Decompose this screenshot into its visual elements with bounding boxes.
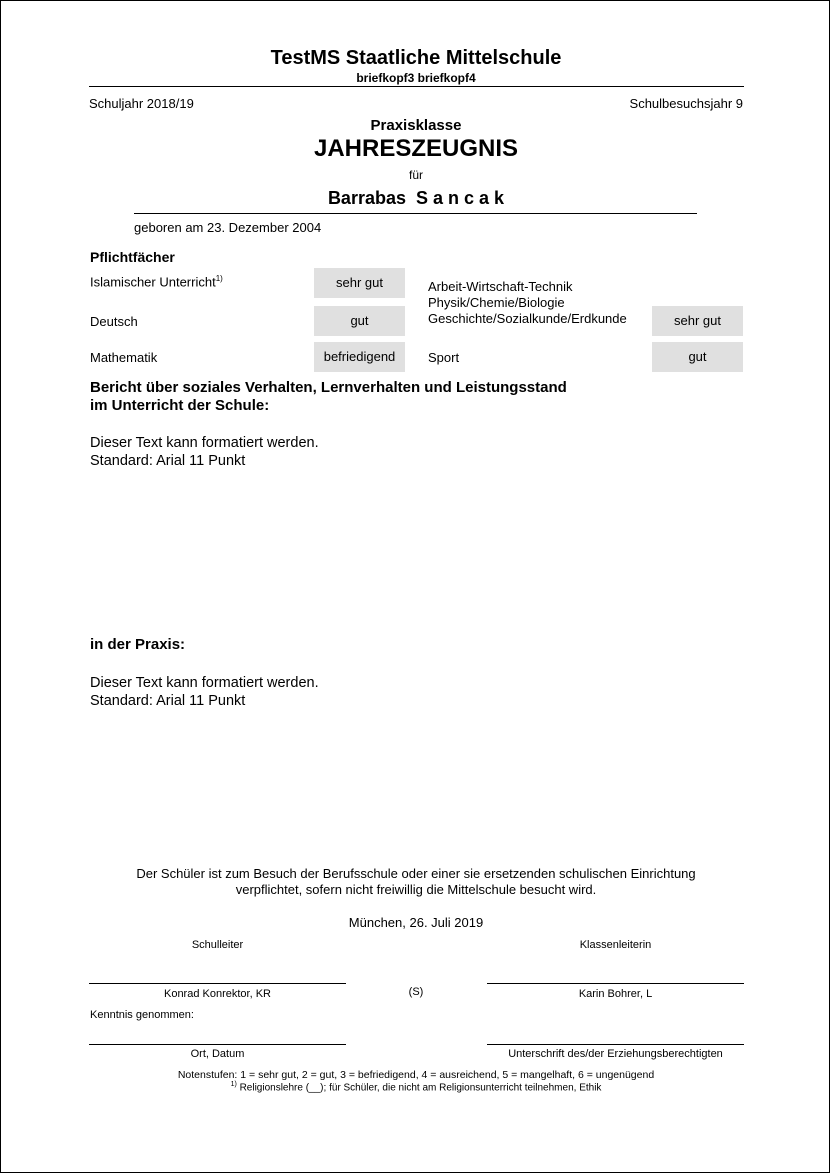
- subject-mathe: Mathematik: [90, 350, 158, 365]
- subject-awt: Arbeit-Wirtschaft-Technik: [428, 279, 573, 294]
- place-date: München, 26. Juli 2019: [348, 915, 484, 930]
- grade-sport: gut: [652, 342, 743, 372]
- grade-islam: sehr gut: [314, 268, 405, 298]
- praxis-text-line1: Dieser Text kann formatiert werden.: [90, 675, 319, 691]
- name-rule: [134, 213, 697, 214]
- grading-scale: Notenstufen: 1 = sehr gut, 2 = gut, 3 = befriedigend, 4 = ausreichend, 5 = mangelhaft, 6 = ungenügend: [177, 1069, 655, 1081]
- praxis-heading: in der Praxis:: [90, 636, 186, 653]
- attendance-year: Schulbesuchsjahr 9: [629, 96, 743, 111]
- footnote-text: Religionslehre (__); für Schüler, die nicht am Religionsunterricht teilnehmen, Ethik: [236, 1082, 602, 1094]
- student-name: Barrabas S a n c a k: [327, 188, 505, 208]
- grade-gse: sehr gut: [652, 306, 743, 336]
- report-text-line1: Dieser Text kann formatiert werden.: [90, 435, 319, 451]
- acknowledged-label: Kenntnis genommen:: [90, 1009, 194, 1021]
- subjects-heading: Pflichtfächer: [90, 249, 175, 265]
- footnote-marker: 1): [215, 274, 223, 283]
- subject-gse: Geschichte/Sozialkunde/Erdkunde: [428, 311, 627, 326]
- principal-signature-line: [89, 983, 346, 984]
- school-name: TestMS Staatliche Mittelschule: [270, 47, 562, 69]
- ort-datum-line: [89, 1044, 346, 1045]
- fuer-label: für: [408, 168, 423, 182]
- report-heading-line1: Bericht über soziales Verhalten, Lernverhalten und Leistungsstand: [90, 379, 567, 396]
- guardian-signature-label: Unterschrift des/der Erziehungsberechtigten: [508, 1048, 723, 1060]
- subject-deutsch: Deutsch: [90, 314, 138, 329]
- report-heading-line2: im Unterricht der Schule:: [90, 397, 270, 414]
- report-heading: [90, 379, 567, 415]
- grade-mathe: befriedigend: [314, 342, 405, 372]
- guardian-signature-line: [487, 1044, 744, 1045]
- ort-datum-label: Ort, Datum: [190, 1048, 245, 1060]
- document-title: JAHRESZEUGNIS: [313, 135, 519, 162]
- principal-name: Konrad Konrektor, KR: [163, 988, 271, 1000]
- birth-date: geboren am 23. Dezember 2004: [134, 220, 322, 235]
- grade-deutsch: gut: [314, 306, 405, 336]
- subject-sport: Sport: [428, 350, 460, 365]
- letterhead-subline: briefkopf3 briefkopf4: [356, 71, 476, 85]
- teacher-role: Klassenleiterin: [579, 939, 652, 951]
- footnote-mark: 1): [230, 1081, 237, 1088]
- schoolyear: Schuljahr 2018/19: [89, 96, 194, 111]
- teacher-name: Karin Bohrer, L: [578, 988, 653, 1000]
- class-type: Praxisklasse: [370, 117, 462, 134]
- footnote: [1, 1081, 830, 1093]
- report-text: [90, 434, 319, 470]
- notice-line1: Der Schüler ist zum Besuch der Berufsschule oder einer sie ersetzenden schulischen Einrichtung: [136, 866, 696, 881]
- seal-placeholder: (S): [408, 986, 424, 998]
- subject-pcb: Physik/Chemie/Biologie: [428, 295, 565, 310]
- subject-islam-label: Islamischer Unterricht: [90, 274, 216, 290]
- praxis-text: [90, 674, 319, 710]
- praxis-text-line2: Standard: Arial 11 Punkt: [90, 693, 246, 709]
- school-obligation-notice: [1, 866, 830, 898]
- teacher-signature-line: [487, 983, 744, 984]
- subject-islam: [90, 274, 223, 289]
- header-rule: [89, 86, 744, 87]
- notice-line2: verpflichtet, sofern nicht freiwillig die Mittelschule besucht wird.: [235, 882, 597, 897]
- principal-role: Schulleiter: [191, 939, 244, 951]
- report-text-line2: Standard: Arial 11 Punkt: [90, 453, 246, 469]
